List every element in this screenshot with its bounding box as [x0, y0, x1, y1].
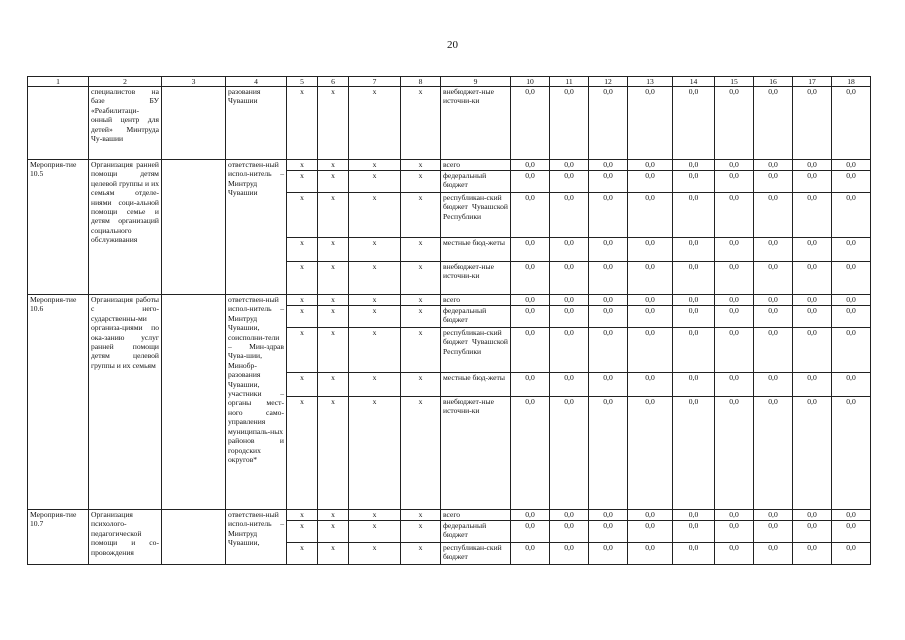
value-cell: 0,0	[550, 160, 589, 171]
x-cell: x	[318, 397, 349, 510]
x-cell: x	[318, 160, 349, 171]
x-cell: x	[401, 510, 441, 521]
x-cell: x	[349, 306, 401, 328]
value-cell: 0,0	[832, 160, 871, 171]
value-cell: 0,0	[589, 262, 628, 295]
description-cell: Организация работы с него-сударственны-ми организа-циями по ока-занию услуг ранней помощи детям целевой группы и их семьям	[89, 295, 162, 510]
executor-cell: ответствен-ный испол-нитель – Минтруд Чувашии,	[226, 510, 287, 565]
x-cell: x	[401, 262, 441, 295]
funding-source-cell: внебюджет-ные источни-ки	[441, 87, 511, 160]
table-row	[28, 510, 871, 521]
value-cell: 0,0	[793, 193, 832, 238]
value-cell: 0,0	[673, 521, 715, 543]
value-cell: 0,0	[550, 295, 589, 306]
value-cell: 0,0	[832, 397, 871, 510]
value-cell: 0,0	[511, 193, 550, 238]
value-cell: 0,0	[589, 543, 628, 565]
x-cell: x	[401, 160, 441, 171]
x-cell: x	[318, 543, 349, 565]
x-cell: x	[287, 193, 318, 238]
value-cell: 0,0	[550, 306, 589, 328]
x-cell: x	[287, 397, 318, 510]
value-cell: 0,0	[628, 295, 673, 306]
x-cell: x	[318, 306, 349, 328]
value-cell: 0,0	[754, 510, 793, 521]
x-cell: x	[349, 397, 401, 510]
value-cell: 0,0	[673, 397, 715, 510]
funding-source-cell: федеральный бюджет	[441, 171, 511, 193]
value-cell: 0,0	[673, 262, 715, 295]
column-header: 8	[401, 77, 441, 87]
x-cell: x	[287, 160, 318, 171]
value-cell: 0,0	[550, 193, 589, 238]
empty-cell	[162, 87, 226, 160]
value-cell: 0,0	[754, 373, 793, 397]
value-cell: 0,0	[754, 193, 793, 238]
column-header: 7	[349, 77, 401, 87]
funding-source-cell: местные бюд-жеты	[441, 238, 511, 262]
executor-cell: ответствен-ный испол-нитель – Минтруд Чувашии, соисполни-тели – Мин-здрав Чува-шии, Минобр-разования Чувашии, участники – органы мест-ного само-управления муниципаль-ных районов и городских округов*	[226, 295, 287, 510]
value-cell: 0,0	[628, 328, 673, 373]
funding-source-cell: внебюджет-ные источни-ки	[441, 397, 511, 510]
value-cell: 0,0	[673, 160, 715, 171]
value-cell: 0,0	[511, 510, 550, 521]
value-cell: 0,0	[832, 306, 871, 328]
value-cell: 0,0	[715, 510, 754, 521]
column-header: 10	[511, 77, 550, 87]
value-cell: 0,0	[754, 160, 793, 171]
value-cell: 0,0	[550, 543, 589, 565]
x-cell: x	[287, 510, 318, 521]
funding-source-cell: республикан-ский бюджет	[441, 543, 511, 565]
value-cell: 0,0	[673, 87, 715, 160]
value-cell: 0,0	[589, 510, 628, 521]
value-cell: 0,0	[511, 328, 550, 373]
value-cell: 0,0	[793, 295, 832, 306]
value-cell: 0,0	[673, 373, 715, 397]
column-header: 13	[628, 77, 673, 87]
value-cell: 0,0	[550, 510, 589, 521]
value-cell: 0,0	[715, 543, 754, 565]
funding-source-cell: всего	[441, 160, 511, 171]
value-cell: 0,0	[715, 193, 754, 238]
x-cell: x	[318, 171, 349, 193]
value-cell: 0,0	[511, 87, 550, 160]
value-cell: 0,0	[793, 373, 832, 397]
x-cell: x	[318, 262, 349, 295]
value-cell: 0,0	[628, 543, 673, 565]
value-cell: 0,0	[832, 510, 871, 521]
empty-cell	[162, 295, 226, 510]
value-cell: 0,0	[832, 262, 871, 295]
value-cell: 0,0	[715, 373, 754, 397]
value-cell: 0,0	[550, 397, 589, 510]
value-cell: 0,0	[793, 160, 832, 171]
column-header: 12	[589, 77, 628, 87]
value-cell: 0,0	[511, 160, 550, 171]
description-cell: Организация психолого-педагогической помощи и со-провождения	[89, 510, 162, 565]
x-cell: x	[318, 328, 349, 373]
value-cell: 0,0	[793, 510, 832, 521]
value-cell: 0,0	[628, 306, 673, 328]
x-cell: x	[349, 193, 401, 238]
value-cell: 0,0	[550, 328, 589, 373]
x-cell: x	[349, 543, 401, 565]
value-cell: 0,0	[832, 328, 871, 373]
funding-source-cell: местные бюд-жеты	[441, 373, 511, 397]
value-cell: 0,0	[715, 238, 754, 262]
header-row	[28, 77, 871, 87]
column-header: 3	[162, 77, 226, 87]
value-cell: 0,0	[754, 87, 793, 160]
x-cell: x	[401, 238, 441, 262]
value-cell: 0,0	[628, 193, 673, 238]
value-cell: 0,0	[715, 521, 754, 543]
value-cell: 0,0	[793, 262, 832, 295]
value-cell: 0,0	[832, 295, 871, 306]
x-cell: x	[318, 193, 349, 238]
value-cell: 0,0	[754, 295, 793, 306]
value-cell: 0,0	[511, 306, 550, 328]
column-header: 4	[226, 77, 287, 87]
column-header: 1	[28, 77, 89, 87]
measure-cell: Мероприя-тие 10.7	[28, 510, 89, 565]
value-cell: 0,0	[550, 373, 589, 397]
executor-cell: ответствен-ный испол-нитель – Минтруд Чувашии	[226, 160, 287, 295]
value-cell: 0,0	[832, 87, 871, 160]
value-cell: 0,0	[673, 543, 715, 565]
value-cell: 0,0	[715, 397, 754, 510]
x-cell: x	[287, 171, 318, 193]
value-cell: 0,0	[754, 521, 793, 543]
value-cell: 0,0	[550, 238, 589, 262]
x-cell: x	[401, 397, 441, 510]
column-header: 16	[754, 77, 793, 87]
value-cell: 0,0	[628, 160, 673, 171]
value-cell: 0,0	[673, 328, 715, 373]
x-cell: x	[287, 262, 318, 295]
x-cell: x	[401, 193, 441, 238]
value-cell: 0,0	[793, 171, 832, 193]
value-cell: 0,0	[673, 193, 715, 238]
value-cell: 0,0	[673, 295, 715, 306]
x-cell: x	[318, 510, 349, 521]
value-cell: 0,0	[832, 171, 871, 193]
value-cell: 0,0	[628, 397, 673, 510]
value-cell: 0,0	[628, 373, 673, 397]
value-cell: 0,0	[511, 543, 550, 565]
value-cell: 0,0	[628, 238, 673, 262]
measure-cell: Мероприя-тие 10.5	[28, 160, 89, 295]
value-cell: 0,0	[715, 328, 754, 373]
value-cell: 0,0	[589, 397, 628, 510]
value-cell: 0,0	[754, 397, 793, 510]
value-cell: 0,0	[793, 87, 832, 160]
x-cell: x	[318, 87, 349, 160]
page-number: 20	[447, 39, 458, 51]
column-header: 5	[287, 77, 318, 87]
value-cell: 0,0	[628, 521, 673, 543]
x-cell: x	[401, 373, 441, 397]
value-cell: 0,0	[793, 328, 832, 373]
value-cell: 0,0	[754, 262, 793, 295]
x-cell: x	[349, 510, 401, 521]
value-cell: 0,0	[589, 160, 628, 171]
value-cell: 0,0	[589, 87, 628, 160]
x-cell: x	[401, 87, 441, 160]
value-cell: 0,0	[628, 510, 673, 521]
x-cell: x	[349, 295, 401, 306]
funding-source-cell: республикан-ский бюджет Чувашской Республики	[441, 328, 511, 373]
value-cell: 0,0	[511, 397, 550, 510]
value-cell: 0,0	[511, 262, 550, 295]
description-cell: Организация ранней помощи детям целевой группы и их семьям отделе-ниями соци-альной помощи семье и детям организаций социального обслуживания	[89, 160, 162, 295]
funding-source-cell: федеральный бюджет	[441, 521, 511, 543]
value-cell: 0,0	[550, 262, 589, 295]
value-cell: 0,0	[793, 521, 832, 543]
x-cell: x	[349, 160, 401, 171]
x-cell: x	[287, 521, 318, 543]
value-cell: 0,0	[511, 295, 550, 306]
table-row	[28, 160, 871, 171]
value-cell: 0,0	[793, 397, 832, 510]
value-cell: 0,0	[550, 521, 589, 543]
value-cell: 0,0	[511, 238, 550, 262]
value-cell: 0,0	[754, 171, 793, 193]
value-cell: 0,0	[754, 543, 793, 565]
value-cell: 0,0	[589, 193, 628, 238]
value-cell: 0,0	[589, 295, 628, 306]
x-cell: x	[401, 328, 441, 373]
x-cell: x	[401, 171, 441, 193]
measure-cell	[28, 87, 89, 160]
x-cell: x	[349, 171, 401, 193]
x-cell: x	[401, 543, 441, 565]
x-cell: x	[349, 238, 401, 262]
value-cell: 0,0	[589, 171, 628, 193]
column-header: 2	[89, 77, 162, 87]
x-cell: x	[287, 328, 318, 373]
column-header: 6	[318, 77, 349, 87]
value-cell: 0,0	[673, 306, 715, 328]
value-cell: 0,0	[550, 171, 589, 193]
value-cell: 0,0	[715, 171, 754, 193]
empty-cell	[162, 160, 226, 295]
x-cell: x	[318, 521, 349, 543]
value-cell: 0,0	[793, 543, 832, 565]
value-cell: 0,0	[589, 373, 628, 397]
value-cell: 0,0	[511, 171, 550, 193]
funding-source-cell: республикан-ский бюджет Чувашской Республики	[441, 193, 511, 238]
value-cell: 0,0	[589, 328, 628, 373]
value-cell: 0,0	[754, 306, 793, 328]
x-cell: x	[349, 262, 401, 295]
column-header: 9	[441, 77, 511, 87]
x-cell: x	[287, 543, 318, 565]
value-cell: 0,0	[628, 171, 673, 193]
x-cell: x	[318, 373, 349, 397]
table-row	[28, 295, 871, 306]
description-cell: специалистов на базе БУ «Реабилитаци-онный центр для детей» Минтруда Чу-вашии	[89, 87, 162, 160]
value-cell: 0,0	[832, 238, 871, 262]
x-cell: x	[287, 295, 318, 306]
x-cell: x	[349, 87, 401, 160]
value-cell: 0,0	[511, 373, 550, 397]
funding-table	[27, 76, 871, 565]
measure-cell: Мероприя-тие 10.6	[28, 295, 89, 510]
x-cell: x	[349, 328, 401, 373]
x-cell: x	[401, 295, 441, 306]
value-cell: 0,0	[715, 306, 754, 328]
x-cell: x	[401, 306, 441, 328]
value-cell: 0,0	[793, 238, 832, 262]
value-cell: 0,0	[673, 171, 715, 193]
value-cell: 0,0	[673, 238, 715, 262]
value-cell: 0,0	[832, 373, 871, 397]
value-cell: 0,0	[793, 306, 832, 328]
column-header: 11	[550, 77, 589, 87]
value-cell: 0,0	[715, 262, 754, 295]
value-cell: 0,0	[589, 306, 628, 328]
value-cell: 0,0	[628, 262, 673, 295]
value-cell: 0,0	[832, 543, 871, 565]
value-cell: 0,0	[832, 193, 871, 238]
table-row	[28, 87, 871, 160]
value-cell: 0,0	[754, 238, 793, 262]
x-cell: x	[401, 521, 441, 543]
funding-source-cell: всего	[441, 295, 511, 306]
value-cell: 0,0	[511, 521, 550, 543]
column-header: 17	[793, 77, 832, 87]
value-cell: 0,0	[589, 238, 628, 262]
x-cell: x	[318, 295, 349, 306]
value-cell: 0,0	[550, 87, 589, 160]
value-cell: 0,0	[754, 328, 793, 373]
value-cell: 0,0	[832, 521, 871, 543]
x-cell: x	[287, 306, 318, 328]
value-cell: 0,0	[628, 87, 673, 160]
column-header: 18	[832, 77, 871, 87]
x-cell: x	[287, 373, 318, 397]
x-cell: x	[349, 373, 401, 397]
value-cell: 0,0	[715, 87, 754, 160]
funding-source-cell: федеральный бюджет	[441, 306, 511, 328]
column-header: 14	[673, 77, 715, 87]
value-cell: 0,0	[673, 510, 715, 521]
value-cell: 0,0	[589, 521, 628, 543]
empty-cell	[162, 510, 226, 565]
x-cell: x	[318, 238, 349, 262]
funding-source-cell: внебюджет-ные источни-ки	[441, 262, 511, 295]
executor-cell: разования Чувашии	[226, 87, 287, 160]
x-cell: x	[287, 87, 318, 160]
x-cell: x	[349, 521, 401, 543]
value-cell: 0,0	[715, 160, 754, 171]
value-cell: 0,0	[715, 295, 754, 306]
funding-source-cell: всего	[441, 510, 511, 521]
x-cell: x	[287, 238, 318, 262]
column-header: 15	[715, 77, 754, 87]
